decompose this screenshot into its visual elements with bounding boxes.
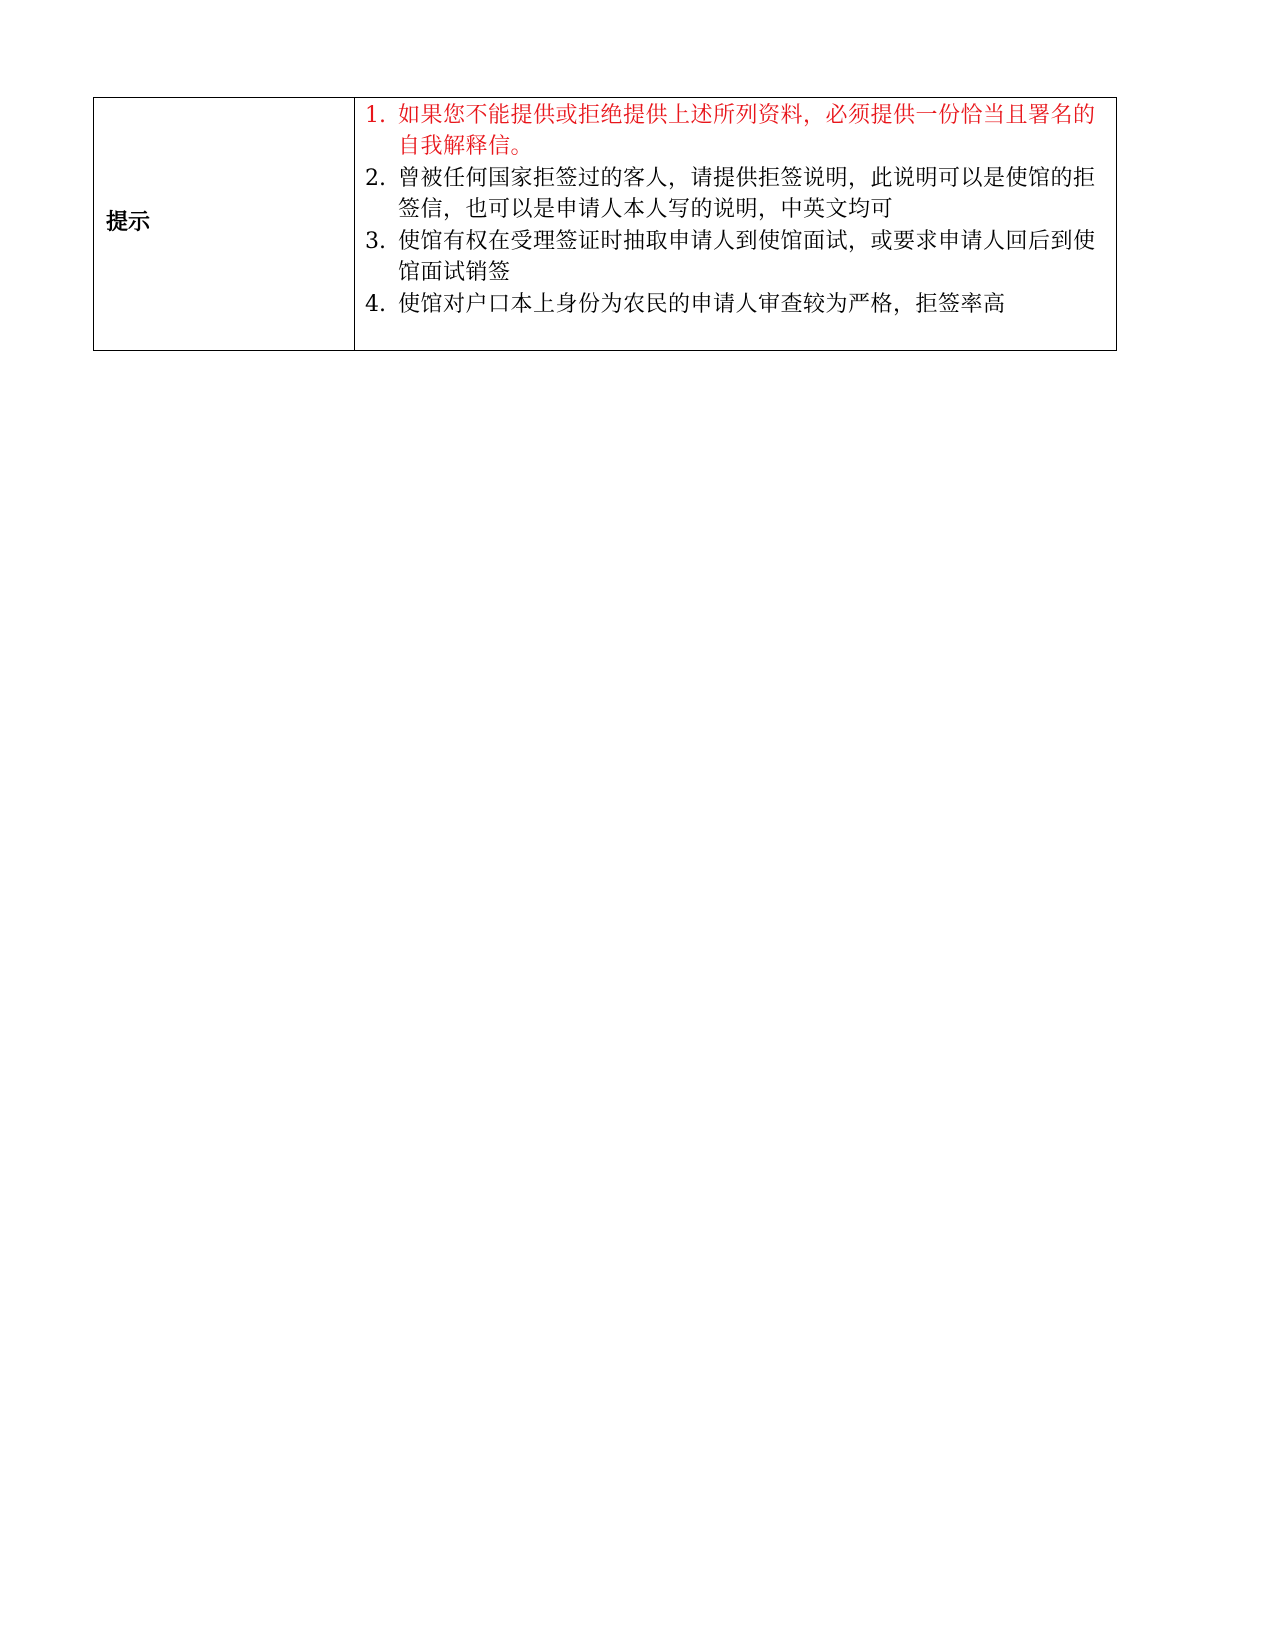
tip-item-1 <box>363 100 1112 162</box>
tip-number: 3. <box>365 229 386 254</box>
tip-text: 如果您不能提供或拒绝提供上述所列资料，必须提供一份恰当且署名的自我解释信。 <box>398 103 1096 159</box>
tips-list <box>363 100 1112 320</box>
tips-content-cell <box>355 98 1116 350</box>
tip-number: 2. <box>365 166 386 191</box>
tips-table <box>93 97 1117 351</box>
tips-label: 提示 <box>106 209 151 235</box>
tip-number: 1. <box>365 103 386 128</box>
tip-item-2 <box>363 163 1112 225</box>
tip-text: 使馆有权在受理签证时抽取申请人到使馆面试，或要求申请人回后到使馆面试销签 <box>398 229 1096 285</box>
tips-label-cell <box>94 98 355 350</box>
tip-text: 使馆对户口本上身份为农民的申请人审查较为严格，拒签率高 <box>398 292 1006 317</box>
tip-item-4 <box>363 289 1112 320</box>
tip-text: 曾被任何国家拒签过的客人，请提供拒签说明，此说明可以是使馆的拒签信，也可以是申请人本人写的说明，中英文均可 <box>398 166 1096 222</box>
tip-number: 4. <box>365 292 386 317</box>
tip-item-3 <box>363 226 1112 288</box>
